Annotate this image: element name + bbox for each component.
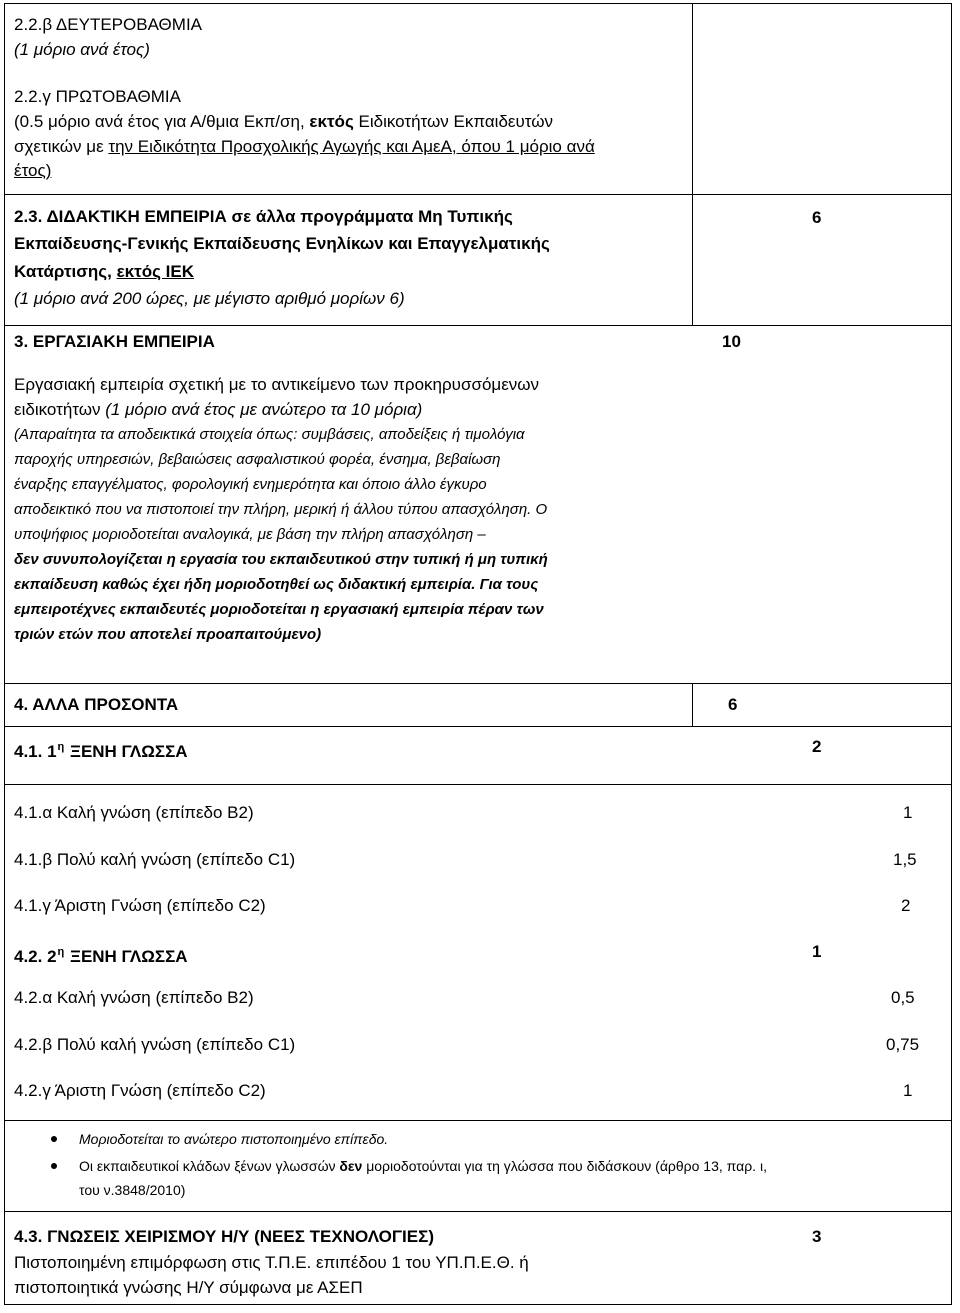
- section-2-3-note: (1 μόριο ανά 200 ώρες, με μέγιστο αριθμό μορίων 6): [14, 289, 405, 308]
- section-3-line3: (Απαραίτητα τα αποδεικτικά στοιχεία όπως: συμβάσεις, αποδείξεις ή τιμολόγια: [14, 426, 525, 443]
- section-4-2-row-a-label: 4.2.α Καλή γνώση (επίπεδο Β2): [14, 988, 254, 1007]
- section-4-1-title-a: 4.1. 1: [14, 742, 57, 761]
- section-4-2-title-a: 4.2. 2: [14, 947, 57, 966]
- section-2-3-line2: Εκπαίδευσης-Γενικής Εκπαίδευσης Ενηλίκων και Επαγγελματικής: [14, 234, 550, 253]
- row-divider-4: [4, 726, 952, 727]
- note-bullet-2: [79, 1154, 767, 1178]
- section-3-line2-italic: (1 μόριο ανά έτος με ανώτερο τα 10 μόρια): [105, 400, 423, 419]
- column-divider-top: [692, 3, 693, 325]
- section-2-2-g-line2-underlined: την Ειδικότητα Προσχολικής Αγωγής και ΑμεΑ, όπου 1 μόριο ανά: [108, 137, 595, 156]
- section-4-1-row-c-label: 4.1.γ Άριστη Γνώση (επίπεδο C2): [14, 896, 266, 915]
- row-divider-1: [4, 194, 952, 195]
- section-3-line1: Εργασιακή εμπειρία σχετική με το αντικείμενο των προκηρυσσόμενων: [14, 375, 540, 394]
- note-bullet-2-a: Οι εκπαιδευτικοί κλάδων ξένων γλωσσών: [79, 1158, 340, 1174]
- section-4-3-line2: πιστοποιητικά γνώσης Η/Υ σύμφωνα με ΑΣΕΠ: [14, 1278, 363, 1297]
- section-4-2-row-c-label: 4.2.γ Άριστη Γνώση (επίπεδο C2): [14, 1081, 266, 1100]
- section-4-1-row-a-points: 1: [903, 803, 913, 822]
- section-2-2-g-line2-a: σχετικών με: [14, 137, 109, 156]
- row-divider-7: [4, 1211, 952, 1212]
- section-2-2-g-line1: [14, 110, 553, 134]
- section-4-1-title-sup: η: [57, 741, 65, 753]
- section-3-points: 10: [722, 332, 741, 351]
- bullet-dot-2: [51, 1163, 57, 1169]
- section-4-title: 4. ΑΛΛΑ ΠΡΟΣΟΝΤΑ: [14, 695, 179, 714]
- section-3-line7: υποψήφιος μοριοδοτείται αναλογικά, με βάση την πλήρη απασχόληση –: [14, 526, 486, 543]
- section-3-line5: έναρξης επαγγέλματος, φορολογική ενημερότητα και όποιο άλλο έγκυρο: [14, 476, 487, 493]
- section-4-1-title: [14, 735, 188, 764]
- section-3-line2-a: ειδικοτήτων: [14, 400, 106, 419]
- section-4-1-row-a-label: 4.1.α Καλή γνώση (επίπεδο Β2): [14, 803, 254, 822]
- section-2-3-line3-a: Κατάρτισης,: [14, 262, 117, 281]
- section-4-1-title-b: ΞΕΝΗ ΓΛΩΣΣΑ: [65, 742, 188, 761]
- section-2-3-line3-underlined: εκτός ΙΕΚ: [116, 262, 194, 281]
- section-4-2-title: [14, 940, 188, 969]
- section-3-line6: αποδεικτικό που να πιστοποιεί την πλήρη, μερική ή άλλου τύπου απασχόληση. Ο: [14, 501, 548, 518]
- document-table-frame: [4, 3, 952, 1305]
- note-bullet-2-bold: δεν: [339, 1158, 363, 1174]
- section-2-2-g-line3: έτος): [14, 161, 52, 180]
- section-3-title: 3. ΕΡΓΑΣΙΑΚΗ ΕΜΠΕΙΡΙΑ: [14, 332, 215, 351]
- section-4-3-title: 4.3. ΓΝΩΣΕΙΣ ΧΕΙΡΙΣΜΟΥ Η/Υ (ΝΕΕΣ ΤΕΧΝΟΛΟΓΙΕΣ): [14, 1227, 434, 1246]
- section-4-2-row-b-label: 4.2.β Πολύ καλή γνώση (επίπεδο C1): [14, 1035, 296, 1054]
- section-3-line11: τριών ετών που αποτελεί προαπαιτούμενο): [14, 626, 322, 643]
- section-4-2-row-b-points: 0,75: [886, 1035, 920, 1054]
- section-3-line2: [14, 398, 422, 422]
- section-3-line10: εμπειροτέχνες εκπαιδευτές μοριοδοτείται η εργασιακή εμπειρία πέραν των: [14, 601, 544, 618]
- section-2-2-b-title: 2.2.β ΔΕΥΤΕΡΟΒΑΘΜΙΑ: [14, 15, 203, 34]
- note-bullet-2-cont: του ν.3848/2010): [79, 1182, 186, 1198]
- section-3-line4: παροχής υπηρεσιών, βεβαιώσεις ασφαλιστικού φορέα, ένσημα, βεβαίωση: [14, 451, 501, 468]
- row-divider-6: [4, 1120, 952, 1121]
- row-divider-3: [4, 683, 952, 684]
- section-2-2-b-note: (1 μόριο ανά έτος): [14, 40, 150, 59]
- section-3-line9: εκπαίδευση καθώς έχει ήδη μοριοδοτηθεί ως διδακτική εμπειρία. Για τους: [14, 576, 539, 593]
- section-4-2-points: 1: [812, 942, 822, 961]
- section-4-3-points: 3: [812, 1227, 822, 1246]
- section-3-line8: δεν συνυπολογίζεται η εργασία του εκπαιδευτικού στην τυπική ή μη τυπική: [14, 551, 548, 568]
- section-4-2-title-b: ΞΕΝΗ ΓΛΩΣΣΑ: [65, 947, 188, 966]
- section-2-2-g-line2: [14, 135, 595, 159]
- row-divider-2: [4, 325, 952, 326]
- section-2-2-g-title: 2.2.γ ΠΡΩΤΟΒΑΘΜΙΑ: [14, 87, 181, 106]
- section-4-1-row-c-points: 2: [901, 896, 911, 915]
- section-4-3-line1: Πιστοποιημένη επιμόρφωση στις Τ.Π.Ε. επιπέδου 1 του ΥΠ.Π.Ε.Θ. ή: [14, 1253, 529, 1272]
- section-4-points: 6: [728, 695, 738, 714]
- section-2-3-points: 6: [812, 208, 822, 227]
- section-2-3-line3: [14, 260, 194, 284]
- section-2-2-g-line1-a: (0.5 μόριο ανά έτος για Α/θμια Εκπ/ση,: [14, 112, 310, 131]
- section-4-2-title-sup: η: [57, 946, 65, 958]
- section-4-2-row-a-points: 0,5: [891, 988, 915, 1007]
- column-divider-sec4: [692, 683, 693, 726]
- section-4-1-row-b-label: 4.1.β Πολύ καλή γνώση (επίπεδο C1): [14, 850, 296, 869]
- section-2-3-line1: 2.3. ΔΙΔΑΚΤΙΚΗ ΕΜΠΕΙΡΙΑ σε άλλα προγράμματα Μη Τυπικής: [14, 207, 513, 226]
- row-divider-5: [4, 784, 952, 785]
- note-bullet-1: Μοριοδοτείται το ανώτερο πιστοποιημένο επίπεδο.: [79, 1131, 389, 1147]
- section-4-2-row-c-points: 1: [903, 1081, 913, 1100]
- note-bullet-2-c: μοριοδοτούνται για τη γλώσσα που διδάσκουν (άρθρο 13, παρ. ι,: [362, 1158, 767, 1174]
- section-2-2-g-line1-bold: εκτός: [309, 112, 354, 131]
- bullet-dot-1: [51, 1136, 57, 1142]
- section-2-2-g-line1-c: Ειδικοτήτων Εκπαιδευτών: [353, 112, 554, 131]
- section-4-1-row-b-points: 1,5: [893, 850, 917, 869]
- section-4-1-points: 2: [812, 737, 822, 756]
